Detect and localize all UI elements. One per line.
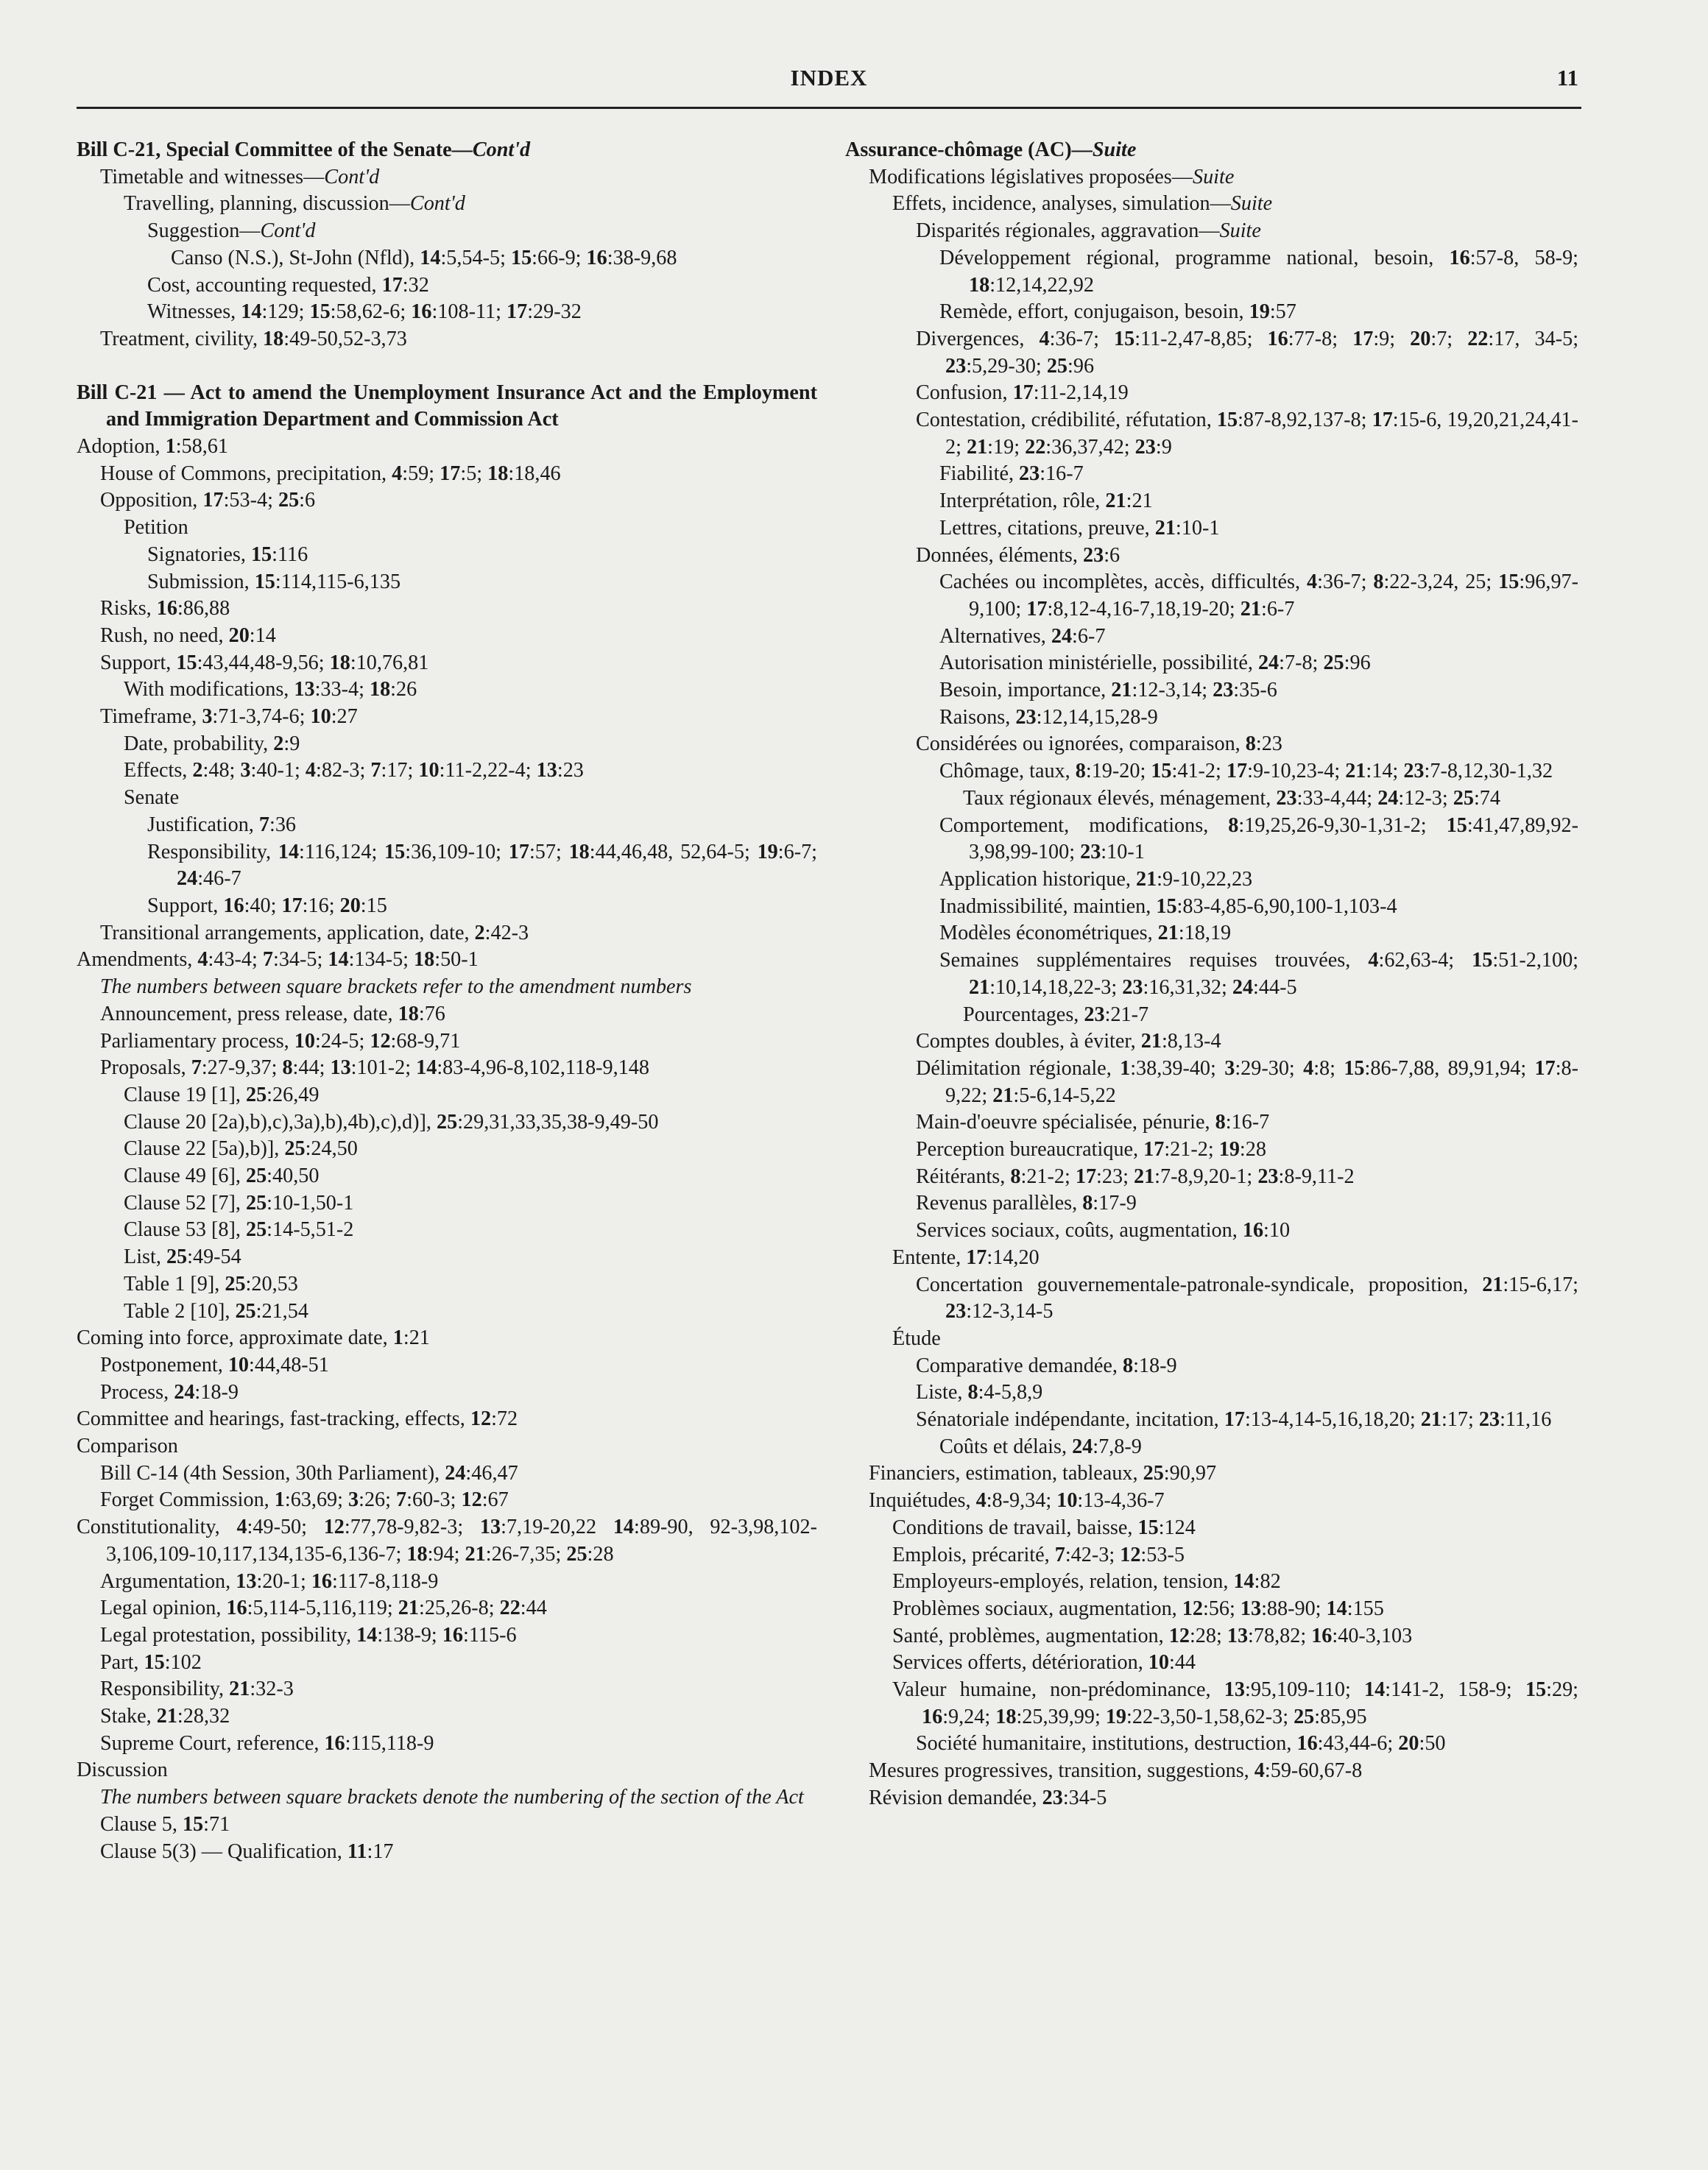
entry-text: Entente, 17:14,20 bbox=[892, 1245, 1040, 1269]
index-entry bbox=[845, 1353, 1578, 1380]
index-entry bbox=[845, 650, 1578, 677]
entry-text: Taux régionaux élevés, ménagement, 23:33-4,44; 24:12-3; 25:74 bbox=[963, 786, 1500, 810]
entry-text: Services sociaux, coûts, augmentation, 16:10 bbox=[916, 1219, 1291, 1243]
index-entry bbox=[845, 326, 1578, 380]
index-entry bbox=[845, 1137, 1578, 1164]
entry-text: Modèles économétriques, 21:18,19 bbox=[939, 922, 1232, 945]
index-entry bbox=[77, 1757, 817, 1784]
entry-text: Timeframe, 3:71-3,74-6; 10:27 bbox=[100, 705, 358, 729]
index-entry bbox=[77, 1622, 817, 1650]
entry-text: Clause 19 [1], 25:26,49 bbox=[124, 1083, 320, 1106]
index-entry bbox=[845, 1326, 1578, 1353]
index-entry bbox=[77, 1082, 817, 1109]
entry-text: Support, 16:40; 17:16; 20:15 bbox=[147, 894, 387, 917]
entry-text: Coming into force, approximate date, 1:21 bbox=[77, 1326, 430, 1350]
index-entry bbox=[845, 1758, 1578, 1785]
index-entry bbox=[77, 1487, 817, 1514]
entry-text: Société humanitaire, institutions, destruction, 16:43,44-6; 20:50 bbox=[916, 1732, 1446, 1756]
index-entry bbox=[77, 272, 817, 300]
entry-text: Senate bbox=[124, 786, 180, 810]
index-entry bbox=[845, 1677, 1578, 1731]
index-entry bbox=[845, 1650, 1578, 1677]
entry-text: Revenus parallèles, 8:17-9 bbox=[916, 1192, 1137, 1215]
entry-text: Submission, 15:114,115-6,135 bbox=[147, 570, 401, 593]
entry-text: Legal protestation, possibility, 14:138-9; 16:115-6 bbox=[100, 1623, 517, 1647]
index-entry bbox=[77, 1514, 817, 1568]
index-entry bbox=[845, 1164, 1578, 1191]
entry-text: Contestation, crédibilité, réfutation, 15:87-8,92,137-8; 17:15-6, 19,20,21,24,41-2; 21:19; 22:36,37,42; 23:9 bbox=[916, 409, 1579, 459]
entry-text: Main-d'oeuvre spécialisée, pénurie, 8:16-7 bbox=[916, 1111, 1270, 1134]
index-entry bbox=[77, 1569, 817, 1596]
entry-text: Problèmes sociaux, augmentation, 12:56; 13:88-90; 14:155 bbox=[892, 1597, 1384, 1620]
entry-text: Réitérants, 8:21-2; 17:23; 21:7-8,9,20-1; 23:8-9,11-2 bbox=[916, 1164, 1355, 1188]
entry-text: Confusion, 17:11-2,14,19 bbox=[916, 381, 1129, 405]
index-entry bbox=[77, 1217, 817, 1244]
entry-text: Pourcentages, 23:21-7 bbox=[963, 1003, 1149, 1026]
index-entry bbox=[77, 1784, 817, 1812]
entry-text: Travelling, planning, discussion— bbox=[124, 192, 410, 216]
index-heading bbox=[77, 380, 817, 434]
index-entry bbox=[845, 515, 1578, 542]
index-entry bbox=[845, 1109, 1578, 1137]
entry-text: Supreme Court, reference, 16:115,118-9 bbox=[100, 1731, 434, 1755]
entry-text: Argumentation, 13:20-1; 16:117-8,118-9 bbox=[100, 1569, 439, 1593]
entry-text: Effects, 2:48; 3:40-1; 4:82-3; 7:17; 10:11-2,22-4; 13:23 bbox=[124, 759, 584, 782]
index-entry bbox=[845, 164, 1578, 191]
entry-text: Rush, no need, 20:14 bbox=[100, 623, 276, 647]
index-entry bbox=[77, 893, 817, 920]
index-entry bbox=[77, 1731, 817, 1758]
index-entry bbox=[845, 623, 1578, 651]
entry-text: Bill C-21, Special Committee of the Senate— bbox=[77, 138, 473, 161]
entry-text: Petition bbox=[124, 516, 188, 540]
index-entry bbox=[77, 1676, 817, 1703]
index-entry bbox=[845, 1272, 1578, 1326]
page-number: 11 bbox=[1556, 65, 1578, 91]
entry-text: Révision demandée, 23:34-5 bbox=[869, 1786, 1107, 1809]
entry-text: Canso (N.S.), St-John (Nfld), 14:5,54-5; 15:66-9; 16:38-9,68 bbox=[171, 246, 677, 269]
entry-text: Besoin, importance, 21:12-3,14; 23:35-6 bbox=[939, 679, 1277, 702]
index-entry bbox=[77, 785, 817, 812]
entry-text: Committee and hearings, fast-tracking, effects, 12:72 bbox=[77, 1407, 518, 1431]
entry-text: Clause 22 [5a),b)], 25:24,50 bbox=[124, 1137, 358, 1161]
index-entry bbox=[77, 947, 817, 974]
index-entry bbox=[845, 488, 1578, 515]
index-entry bbox=[77, 1460, 817, 1488]
index-entry bbox=[77, 623, 817, 650]
index-entry bbox=[77, 1028, 817, 1056]
entry-text: Alternatives, 24:6-7 bbox=[939, 624, 1106, 648]
entry-text: Clause 49 [6], 25:40,50 bbox=[124, 1164, 320, 1188]
index-entry bbox=[845, 191, 1578, 218]
entry-continued-label: Cont'd bbox=[324, 165, 380, 188]
index-entry bbox=[845, 1190, 1578, 1217]
index-entry bbox=[845, 1434, 1578, 1461]
entry-text: Clause 5(3) — Qualification, 11:17 bbox=[100, 1839, 394, 1863]
entry-text: House of Commons, precipitation, 4:59; 17:5; 18:18,46 bbox=[100, 462, 561, 485]
index-entry bbox=[845, 1542, 1578, 1569]
entry-text: Proposals, 7:27-9,37; 8:44; 13:101-2; 14:83-4,96-8,102,118-9,148 bbox=[100, 1056, 649, 1080]
entry-text: Assurance-chômage (AC)— bbox=[845, 138, 1093, 161]
index-entry bbox=[77, 461, 817, 488]
index-entry bbox=[77, 1190, 817, 1217]
entry-text: Forget Commission, 1:63,69; 3:26; 7:60-3; 12:67 bbox=[100, 1488, 509, 1512]
entry-text: Announcement, press release, date, 18:76 bbox=[100, 1002, 445, 1025]
index-entry bbox=[77, 1352, 817, 1379]
index-entry bbox=[845, 218, 1578, 245]
entry-text: Amendments, 4:43-4; 7:34-5; 14:134-5; 18:50-1 bbox=[77, 948, 479, 972]
index-entry bbox=[845, 920, 1578, 947]
entry-text: Conditions de travail, baisse, 15:124 bbox=[892, 1516, 1196, 1539]
index-entry bbox=[77, 1271, 817, 1298]
index-entry bbox=[77, 434, 817, 461]
entry-text: Signatories, 15:116 bbox=[147, 542, 308, 566]
index-entry bbox=[845, 1407, 1578, 1434]
index-entry bbox=[77, 1433, 817, 1460]
index-entry bbox=[77, 245, 817, 272]
index-entry bbox=[845, 1056, 1578, 1109]
entry-text: Données, éléments, 23:6 bbox=[916, 543, 1121, 567]
index-entry bbox=[77, 542, 817, 569]
entry-text: Clause 5, 15:71 bbox=[100, 1812, 230, 1836]
entry-text: Comptes doubles, à éviter, 21:8,13-4 bbox=[916, 1030, 1221, 1053]
entry-text: Lettres, citations, preuve, 21:10-1 bbox=[939, 516, 1220, 540]
entry-text: Comparison bbox=[77, 1435, 178, 1458]
index-entry bbox=[77, 920, 817, 947]
index-entry bbox=[77, 1325, 817, 1352]
entry-text: With modifications, 13:33-4; 18:26 bbox=[124, 678, 417, 701]
entry-text: List, 25:49-54 bbox=[124, 1245, 241, 1269]
index-entry bbox=[77, 1839, 817, 1866]
entry-text: Risks, 16:86,88 bbox=[100, 597, 230, 621]
index-entry bbox=[77, 839, 817, 893]
entry-continued-label: Cont'd bbox=[409, 192, 465, 216]
index-entry bbox=[845, 1623, 1578, 1650]
index-entry bbox=[845, 407, 1578, 461]
entry-text: Treatment, civility, 18:49-50,52-3,73 bbox=[100, 327, 407, 350]
index-heading bbox=[845, 137, 1578, 164]
index-entry bbox=[845, 1379, 1578, 1407]
index-entry bbox=[845, 1245, 1578, 1272]
index-entry bbox=[77, 218, 817, 245]
entry-text: Bill C-21 — Act to amend the Unemployment Insurance Act and the Employment and Immigration Department and Commission Act bbox=[77, 381, 817, 431]
header-rule bbox=[77, 107, 1581, 109]
entry-text: Date, probability, 2:9 bbox=[124, 732, 300, 755]
index-entry bbox=[77, 676, 817, 704]
index-entry bbox=[77, 569, 817, 596]
entry-text: Mesures progressives, transition, suggestions, 4:59-60,67-8 bbox=[869, 1759, 1363, 1783]
entry-text: Étude bbox=[892, 1326, 941, 1350]
entry-text: Timetable and witnesses— bbox=[100, 165, 325, 188]
entry-text: Witnesses, 14:129; 15:58,62-6; 16:108-11; 17:29-32 bbox=[147, 300, 582, 324]
entry-text: Employeurs-employés, relation, tension, 14:82 bbox=[892, 1570, 1281, 1594]
entry-text: Inadmissibilité, maintien, 15:83-4,85-6,90,100-1,103-4 bbox=[939, 894, 1397, 918]
entry-text: Considérées ou ignorées, comparaison, 8:23 bbox=[916, 732, 1282, 756]
entry-text: Remède, effort, conjugaison, besoin, 19:57 bbox=[939, 300, 1296, 324]
index-entry bbox=[77, 1163, 817, 1190]
index-entry bbox=[77, 1109, 817, 1137]
entry-text: Fiabilité, 23:16-7 bbox=[939, 462, 1084, 486]
index-entry bbox=[77, 1595, 817, 1622]
index-entry bbox=[77, 1812, 817, 1839]
index-entry bbox=[845, 1596, 1578, 1623]
index-entry bbox=[845, 245, 1578, 299]
index-entry bbox=[77, 1379, 817, 1407]
entry-text: Part, 15:102 bbox=[100, 1650, 202, 1674]
index-entry bbox=[77, 704, 817, 731]
entry-text: Stake, 21:28,32 bbox=[100, 1705, 230, 1728]
entry-text: Table 1 [9], 25:20,53 bbox=[124, 1272, 298, 1296]
entry-text: Cachées ou incomplètes, accès, difficultés, 4:36-7; 8:22-3,24, 25; 15:96,97-9,100; 17:8,12-4,16-7,18,19-20; 21:6-7 bbox=[939, 570, 1579, 621]
index-entry bbox=[845, 1569, 1578, 1596]
entry-text: Suggestion— bbox=[147, 219, 261, 243]
left-column bbox=[77, 137, 817, 1865]
index-entry bbox=[77, 164, 817, 191]
entry-text: Clause 20 [2a),b),c),3a),b),4b),c),d)], 25:29,31,33,35,38-9,49-50 bbox=[124, 1110, 659, 1134]
entry-text: Sénatoriale indépendante, incitation, 17:13-4,14-5,16,18,20; 21:17; 23:11,16 bbox=[916, 1408, 1552, 1432]
entry-text: Opposition, 17:53-4; 25:6 bbox=[100, 489, 316, 512]
entry-text: Autorisation ministérielle, possibilité, 24:7-8; 25:96 bbox=[939, 651, 1371, 675]
entry-text: Legal opinion, 16:5,114-5,116,119; 21:25,26-8; 22:44 bbox=[100, 1597, 547, 1620]
index-entry bbox=[845, 731, 1578, 758]
entry-text: Support, 15:43,44,48-9,56; 18:10,76,81 bbox=[100, 651, 429, 674]
index-entry bbox=[845, 785, 1578, 813]
index-entry bbox=[77, 1650, 817, 1677]
index-entry bbox=[77, 1055, 817, 1082]
index-entry bbox=[845, 542, 1578, 570]
entry-text: Santé, problèmes, augmentation, 12:28; 13:78,82; 16:40-3,103 bbox=[892, 1624, 1413, 1647]
right-column bbox=[845, 137, 1578, 1812]
index-entry bbox=[77, 757, 817, 785]
index-entry bbox=[77, 650, 817, 677]
header-title: INDEX bbox=[790, 65, 868, 91]
index-entry bbox=[845, 894, 1578, 921]
entry-text: Divergences, 4:36-7; 15:11-2,47-8,85; 16:77-8; 17:9; 20:7; 22:17, 34-5; 23:5,29-30; 25:96 bbox=[916, 327, 1579, 378]
entry-text: Concertation gouvernementale-patronale-syndicale, proposition, 21:15-6,17; 23:12-3,14-5 bbox=[916, 1273, 1578, 1323]
entry-text: Modifications législatives proposées— bbox=[869, 165, 1193, 188]
index-entry bbox=[845, 461, 1578, 488]
entry-text: Valeur humaine, non-prédominance, 13:95,109-110; 14:141-2, 158-9; 15:29; 16:9,24; 18:25,39,99; 19:22-3,50-1,58,62-3; 25:85,95 bbox=[892, 1678, 1579, 1728]
entry-text: Effets, incidence, analyses, simulation— bbox=[892, 192, 1231, 216]
entry-text: Perception bureaucratique, 17:21-2; 19:28 bbox=[916, 1138, 1266, 1162]
entry-continued-label: Suite bbox=[1230, 192, 1273, 216]
entry-text: Cost, accounting requested, 17:32 bbox=[147, 273, 429, 297]
index-entry bbox=[77, 299, 817, 326]
entry-gap bbox=[77, 353, 817, 380]
entry-text: Semaines supplémentaires requises trouvées, 4:62,63-4; 15:51-2,100; 21:10,14,18,22-3; 23:16,31,32; 24:44-5 bbox=[939, 949, 1578, 999]
index-entry bbox=[845, 813, 1578, 866]
entry-text: Justification, 7:36 bbox=[147, 813, 297, 836]
index-entry bbox=[77, 191, 817, 218]
index-entry bbox=[77, 1136, 817, 1163]
index-entry bbox=[845, 704, 1578, 732]
index-entry bbox=[845, 677, 1578, 704]
index-entry bbox=[77, 1001, 817, 1028]
entry-text: Financiers, estimation, tableaux, 25:90,97 bbox=[869, 1462, 1217, 1485]
index-entry bbox=[845, 1002, 1578, 1029]
entry-continued-label: Suite bbox=[1219, 219, 1261, 243]
entry-text: Bill C-14 (4th Session, 30th Parliament), 24:46,47 bbox=[100, 1461, 518, 1485]
index-entry bbox=[845, 1785, 1578, 1812]
entry-text: Adoption, 1:58,61 bbox=[77, 435, 228, 459]
index-entry bbox=[77, 812, 817, 839]
index-entry bbox=[845, 1028, 1578, 1056]
entry-text: The numbers between square brackets refer to the amendment numbers bbox=[100, 975, 692, 999]
entry-text: Constitutionality, 4:49-50; 12:77,78-9,82-3; 13:7,19-20,22 14:89-90, 92-3,98,102-3,106,109-10,117,134,135-6,136-7; 18:94; 21:26-7,35; 25:28 bbox=[77, 1516, 818, 1566]
index-heading bbox=[77, 137, 817, 164]
index-entry bbox=[845, 1515, 1578, 1542]
entry-text: Table 2 [10], 25:21,54 bbox=[124, 1299, 308, 1323]
entry-text: Postponement, 10:44,48-51 bbox=[100, 1353, 329, 1376]
index-entry bbox=[845, 866, 1578, 894]
entry-text: Discussion bbox=[77, 1759, 168, 1782]
index-entry bbox=[77, 326, 817, 353]
entry-text: Clause 53 [8], 25:14-5,51-2 bbox=[124, 1218, 354, 1242]
page-header bbox=[77, 65, 1581, 106]
entry-text: Délimitation régionale, 1:38,39-40; 3:29-30; 4:8; 15:86-7,88, 89,91,94; 17:8-9,22; 21:5-6,14-5,22 bbox=[916, 1056, 1579, 1107]
entry-text: Développement régional, programme national, besoin, 16:57-8, 58-9; 18:12,14,22,92 bbox=[939, 246, 1578, 297]
index-entry bbox=[77, 974, 817, 1001]
entry-text: Chômage, taux, 8:19-20; 15:41-2; 17:9-10,23-4; 21:14; 23:7-8,12,30-1,32 bbox=[939, 760, 1553, 783]
entry-text: Responsibility, 14:116,124; 15:36,109-10; 17:57; 18:44,46,48, 52,64-5; 19:6-7; 24:46-7 bbox=[147, 840, 817, 891]
entry-text: Emplois, précarité, 7:42-3; 12:53-5 bbox=[892, 1543, 1185, 1566]
entry-text: Application historique, 21:9-10,22,23 bbox=[939, 867, 1253, 891]
index-entry bbox=[845, 1488, 1578, 1515]
index-entry bbox=[845, 1731, 1578, 1758]
entry-continued-label: Cont'd bbox=[472, 138, 531, 161]
index-entry bbox=[845, 380, 1578, 407]
entry-text: Transitional arrangements, application, date, 2:42-3 bbox=[100, 921, 529, 944]
index-entry bbox=[77, 487, 817, 515]
entry-text: Inquiétudes, 4:8-9,34; 10:13-4,36-7 bbox=[869, 1489, 1165, 1513]
entry-text: Raisons, 23:12,14,15,28-9 bbox=[939, 705, 1158, 729]
index-entry bbox=[845, 299, 1578, 326]
index-entry bbox=[77, 595, 817, 623]
entry-text: Services offerts, détérioration, 10:44 bbox=[892, 1651, 1196, 1675]
entry-text: Liste, 8:4-5,8,9 bbox=[916, 1381, 1043, 1404]
index-entry bbox=[77, 1298, 817, 1326]
index-entry bbox=[845, 1217, 1578, 1245]
entry-text: Coûts et délais, 24:7,8-9 bbox=[939, 1435, 1142, 1458]
entry-continued-label: Suite bbox=[1092, 138, 1137, 161]
index-entry bbox=[77, 1244, 817, 1271]
index-entry bbox=[77, 515, 817, 542]
entry-continued-label: Cont'd bbox=[260, 219, 316, 243]
entry-text: The numbers between square brackets denote the numbering of the section of the Act bbox=[100, 1786, 804, 1809]
entry-text: Interprétation, rôle, 21:21 bbox=[939, 490, 1153, 513]
entry-text: Disparités régionales, aggravation— bbox=[916, 219, 1220, 243]
entry-text: Process, 24:18-9 bbox=[100, 1380, 239, 1404]
index-entry bbox=[845, 947, 1578, 1001]
index-entry bbox=[77, 1703, 817, 1731]
entry-text: Comportement, modifications, 8:19,25,26-9,30-1,31-2; 15:41,47,89,92-3,98,99-100; 23:10-1 bbox=[939, 813, 1578, 864]
entry-text: Clause 52 [7], 25:10-1,50-1 bbox=[124, 1191, 354, 1215]
entry-text: Parliamentary process, 10:24-5; 12:68-9,71 bbox=[100, 1029, 461, 1053]
index-entry bbox=[845, 569, 1578, 623]
entry-text: Responsibility, 21:32-3 bbox=[100, 1678, 294, 1701]
index-entry bbox=[77, 731, 817, 758]
index-entry bbox=[845, 758, 1578, 785]
entry-continued-label: Suite bbox=[1192, 165, 1235, 188]
index-entry bbox=[845, 1460, 1578, 1488]
index-entry bbox=[77, 1406, 817, 1433]
entry-text: Comparative demandée, 8:18-9 bbox=[916, 1354, 1177, 1377]
